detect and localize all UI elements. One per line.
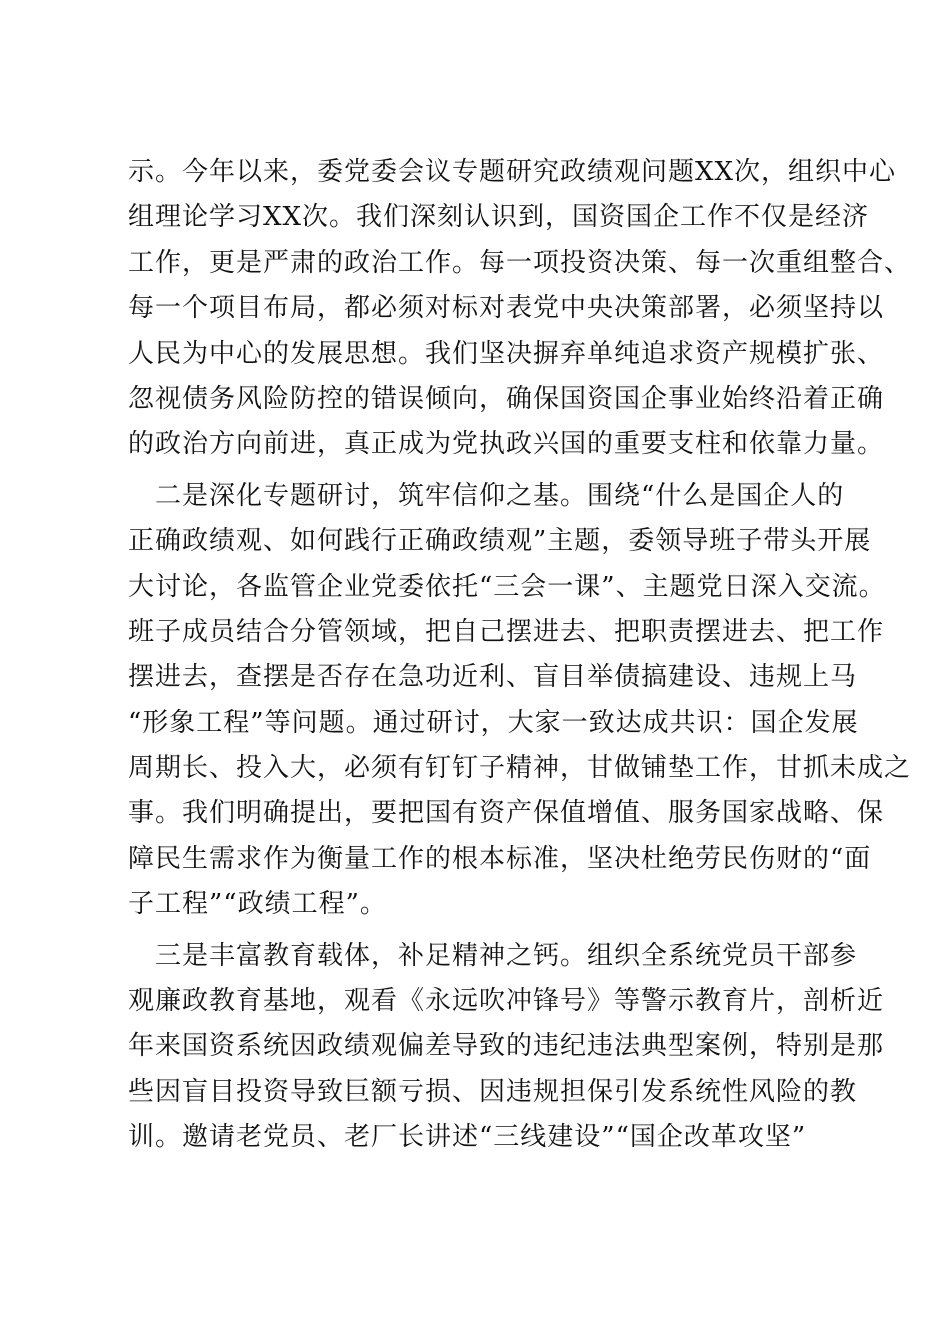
text-line: 大讨论，各监管企业党委依托“三会一课”、主题党日深入交流。 (128, 571, 886, 602)
text-line: 周期长、投入大，必须有钉钉子精神，甘做铺垫工作，甘抓未成之 (128, 753, 912, 784)
text-line: 正确政绩观、如何践行正确政绩观”主题，委领导班子带头开展 (128, 526, 872, 557)
text-line: 每一个项目布局，都必须对标对表党中央决策部署，必须坚持以 (128, 293, 885, 324)
text-line: 年来国资系统因政绩观偏差导致的违纪违法典型案例，特别是那 (128, 1031, 885, 1062)
text-line: 三是丰富教育载体，补足精神之钙。组织全系统党员干部参 (128, 940, 858, 971)
text-line: 的政治方向前进，真正成为党执政兴国的重要支柱和依靠力量。 (128, 429, 885, 460)
text-line: 子工程”“政绩工程”。 (128, 889, 387, 920)
text-line: “形象工程”等问题。通过研讨，大家一致达成共识：国企发展 (128, 707, 859, 738)
text-line: 工作，更是严肃的政治工作。每一项投资决策、每一次重组整合、 (128, 247, 912, 278)
text-line: 事。我们明确提出，要把国有资产保值增值、服务国家战略、保 (128, 798, 885, 829)
body-text (128, 150, 912, 1161)
text-line: 忽视债务风险防控的错误倾向，确保国资国企事业始终沿着正确 (128, 383, 885, 414)
text-line: 组理论学习XX次。我们深刻认识到，国资国企工作不仅是经济 (128, 202, 870, 233)
text-line: 观廉政教育基地，观看《永远吹冲锋号》等警示教育片，剖析近 (128, 986, 885, 1017)
text-line: 些因盲目投资导致巨额亏损、因违规担保引发系统性风险的教 (128, 1076, 858, 1107)
paragraph-political-stance (128, 150, 912, 468)
text-line: 摆进去，查摆是否存在急功近利、盲目举债搞建设、违规上马 (128, 662, 858, 693)
paragraph-special-seminar (128, 474, 912, 928)
text-line: 二是深化专题研讨，筑牢信仰之基。围绕“什么是国企人的 (128, 480, 845, 511)
text-line: 障民生需求作为衡量工作的根本标准，坚决杜绝劳民伤财的“面 (128, 843, 872, 874)
text-line: 班子成员结合分管领域，把自己摆进去、把职责摆进去、把工作 (128, 616, 885, 647)
text-line: 示。今年以来，委党委会议专题研究政绩观问题XX次，组织中心 (128, 157, 897, 187)
text-line: 人民为中心的发展思想。我们坚决摒弃单纯追求资产规模扩张、 (128, 338, 885, 369)
text-line: 训。邀请老党员、老厂长讲述“三线建设”“国企改革攻坚” (128, 1122, 807, 1153)
paragraph-education-carrier (128, 934, 885, 1161)
